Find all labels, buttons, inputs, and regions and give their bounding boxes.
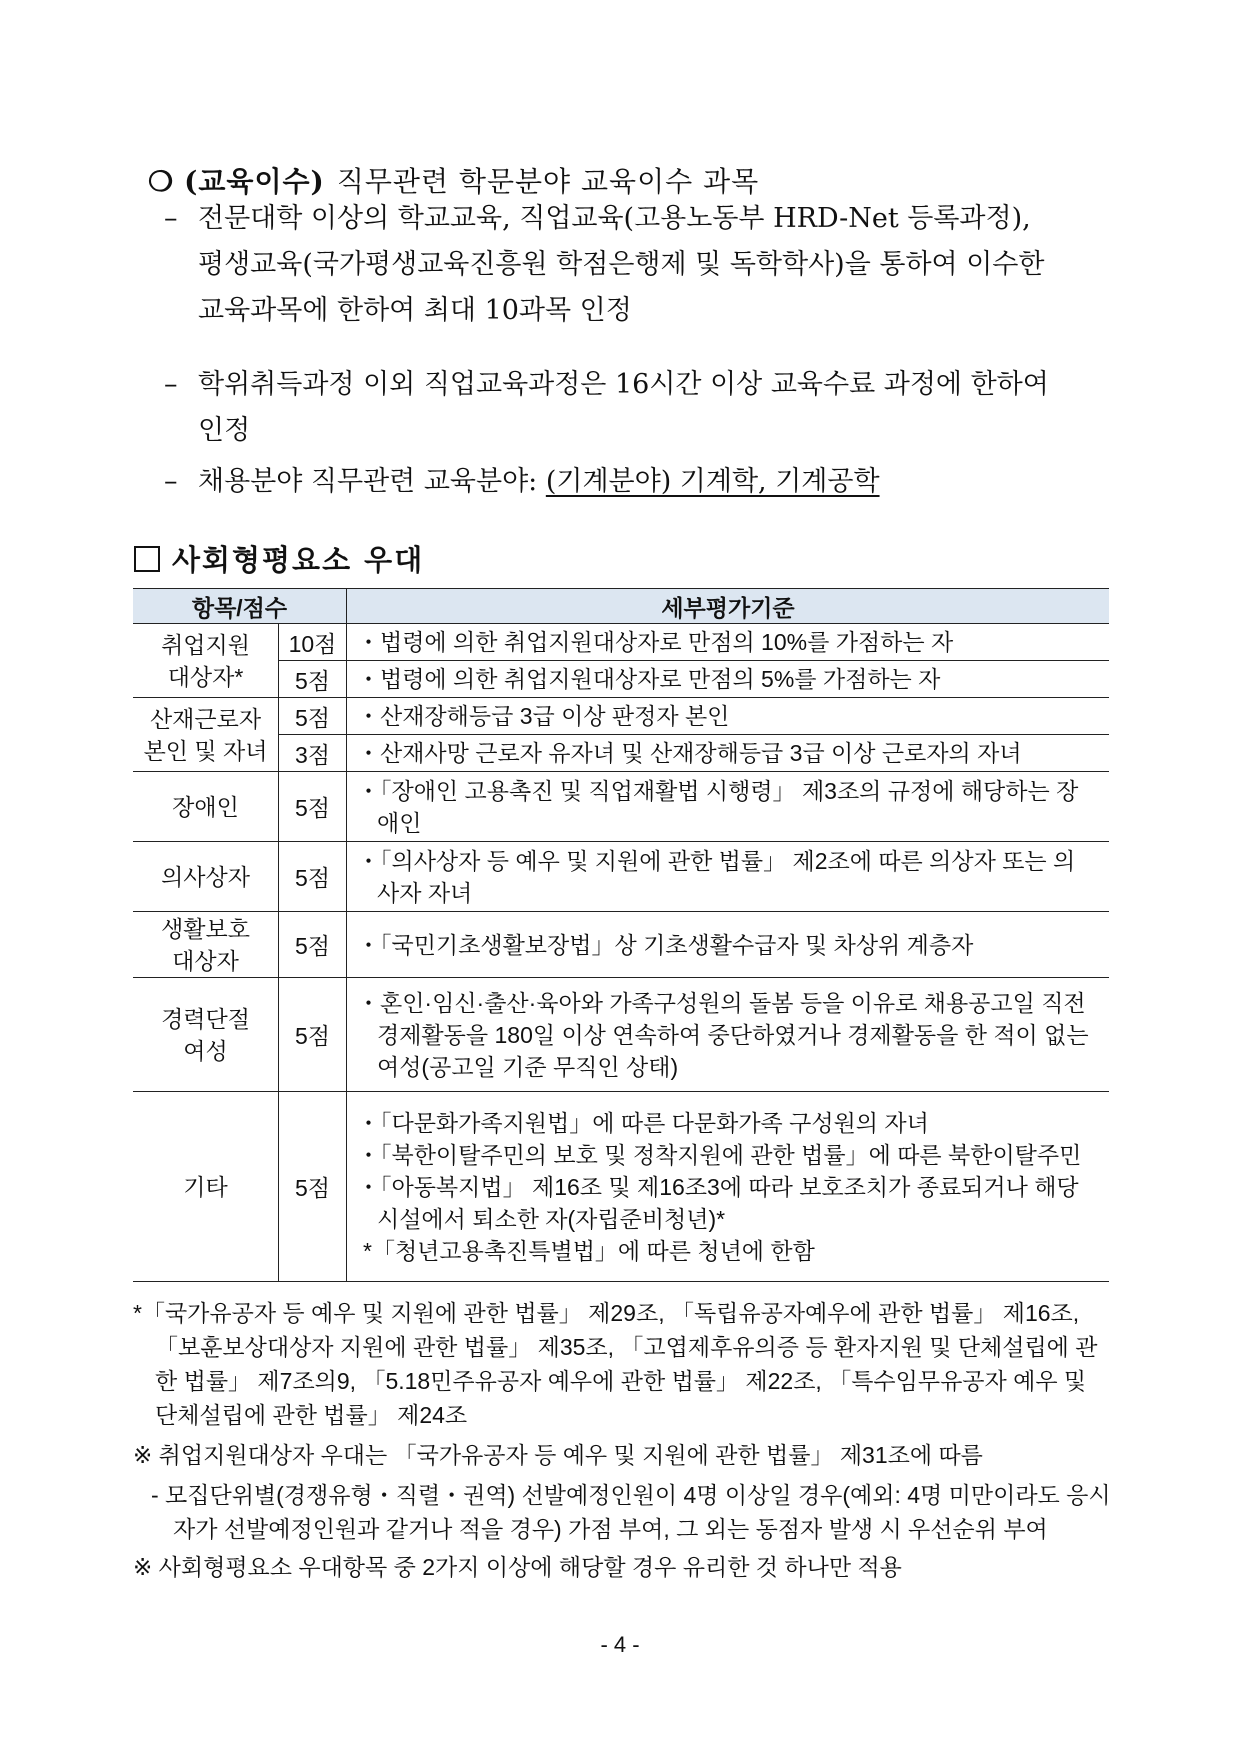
social-equity-heading <box>134 538 424 579</box>
criteria-cell: ・법령에 의한 취업지원대상자로 만점의 5%를 가점하는 자 <box>347 661 1110 698</box>
points-cell: 5점 <box>279 978 347 1092</box>
footnote-note-2: ※ 사회형평요소 우대항목 중 2가지 이상에 해당할 경우 유리한 것 하나만 적용 <box>133 1554 902 1580</box>
category-line: 대상자* <box>167 663 244 690</box>
category-cell <box>133 698 279 772</box>
points-cell: 10점 <box>279 624 347 661</box>
criteria-item: 산재사망 근로자 유자녀 및 산재장해등급 3급 이상 근로자의 자녀 <box>380 740 1022 766</box>
page-number: - 4 - <box>600 1632 640 1657</box>
table-header-row <box>133 589 1109 624</box>
criteria-item: 혼인·임신·출산·육아와 가족구성원의 돌봄 등을 이유로 채용공고일 직전 경제활동을 180일 이상 연속하여 중단하였거나 경제활동을 한 적이 없는 여성(공고일 기준 무직인 상태) <box>377 989 1089 1080</box>
points-cell: 5점 <box>279 912 347 978</box>
points-cell: 5점 <box>279 698 347 735</box>
criteria-item: 법령에 의한 취업지원대상자로 만점의 10%를 가점하는 자 <box>380 629 954 655</box>
criteria-cell: ・「국민기초생활보장법」상 기초생활수급자 및 차상위 계층자 <box>347 912 1110 978</box>
dash-mark: – <box>164 203 178 234</box>
education-heading <box>148 160 759 200</box>
criteria-item: 「장애인 고용촉진 및 직업재활법 시행령」 제3조의 규정에 해당하는 장애인 <box>377 777 1079 836</box>
footnote-note-1: ※ 취업지원대상자 우대는 「국가유공자 등 예우 및 지원에 관한 법률」 제31조에 따름 <box>133 1442 983 1468</box>
education-title: 직무관련 학문분야 교육이수 과목 <box>336 165 760 198</box>
category-cell: 장애인 <box>133 772 279 842</box>
points-cell: 5점 <box>279 661 347 698</box>
education-item-2-line-2: 인정 <box>198 415 251 446</box>
category-cell: 기타 <box>133 1092 279 1282</box>
criteria-cell: ・「다문화가족지원법」에 따른 다문화가족 구성원의 자녀 ・「북한이탈주민의 보호 및 정착지원에 관한 법률」에 따른 북한이탈주민 ・「아동복지법」 제16조 및 제16조3에 따라 보호조치가 종료되거나 해당 시설에서 퇴소한 자(자립준비청년)* *「청년고용촉진특별법」에 따른 청년에 한함 <box>347 1092 1110 1282</box>
criteria-item: 산재장해등급 3급 이상 판정자 본인 <box>380 703 730 729</box>
category-cell <box>133 978 279 1092</box>
criteria-item: 「아동복지법」 제16조 및 제16조3에 따라 보호조치가 종료되거나 해당 시설에서 퇴소한 자(자립준비청년)* <box>377 1173 1079 1232</box>
education-item-2-line-1: 학위취득과정 이외 직업교육과정은 16시간 이상 교육수료 과정에 한하여 <box>198 369 1049 400</box>
category-cell <box>133 624 279 698</box>
criteria-cell: ・「의사상자 등 예우 및 지원에 관한 법률」 제2조에 따른 의상자 또는 의사자 자녀 <box>347 842 1110 912</box>
table-row <box>133 978 1109 1092</box>
category-line: 생활보호 <box>161 915 250 942</box>
table-row <box>133 735 1109 772</box>
education-item-1-line-3: 교육과목에 한하여 최대 10과목 인정 <box>198 295 632 326</box>
criteria-table <box>133 588 1109 1282</box>
criteria-item: 「다문화가족지원법」에 따른 다문화가족 구성원의 자녀 <box>380 1109 929 1136</box>
education-item-2 <box>164 362 1124 454</box>
points-cell: 5점 <box>279 1092 347 1282</box>
category-cell <box>133 912 279 978</box>
table-row <box>133 698 1109 735</box>
table-row <box>133 661 1109 698</box>
criteria-cell: ・혼인·임신·출산·육아와 가족구성원의 돌봄 등을 이유로 채용공고일 직전 경제활동을 180일 이상 연속하여 중단하였거나 경제활동을 한 적이 없는 여성(공고일 기준 무직인 상태) <box>347 978 1110 1092</box>
education-item-1-line-1: 전문대학 이상의 학교교육, 직업교육(고용노동부 HRD-Net 등록과정), <box>198 203 1031 234</box>
criteria-cell: ・산재장해등급 3급 이상 판정자 본인 <box>347 698 1110 735</box>
criteria-item: 「의사상자 등 예우 및 지원에 관한 법률」 제2조에 따른 의상자 또는 의사자 자녀 <box>377 847 1076 906</box>
table-row <box>133 772 1109 842</box>
footnotes <box>133 1296 1113 1584</box>
category-line: 경력단절 <box>161 1005 250 1032</box>
criteria-cell: ・법령에 의한 취업지원대상자로 만점의 10%를 가점하는 자 <box>347 624 1110 661</box>
table-row <box>133 842 1109 912</box>
education-key: (교육이수) <box>184 165 325 198</box>
category-line: 여성 <box>183 1037 228 1064</box>
dash-mark: – <box>164 466 178 497</box>
points-cell: 5점 <box>279 842 347 912</box>
criteria-note: *「청년고용촉진특별법」에 따른 청년에 한함 <box>363 1237 815 1264</box>
footnote-star: *「국가유공자 등 예우 및 지원에 관한 법률」 제29조, 「독립유공자예우에 관한 법률」 제16조, 「보훈보상대상자 지원에 관한 법률」 제35조, 「고엽제후유의증 등 환자지원 및 단체설립에 관한 법률」 제7조의9, 「5.18민주유공자 예우에 관한 법률」 제22조, 「특수임무유공자 예우 및 단체설립에 관한 법률」 제24조 <box>133 1300 1098 1428</box>
education-item-1-line-2: 평생교육(국가평생교육진흥원 학점은행제 및 독학학사)을 통하여 이수한 <box>198 249 1045 280</box>
education-item-1 <box>164 196 1124 334</box>
category-line: 산재근로자 <box>149 705 262 732</box>
education-item-3-prefix: 채용분야 직무관련 교육분야: <box>198 466 546 497</box>
circle-bullet-icon: ❍ <box>148 165 175 198</box>
social-equity-title: 사회형평요소 우대 <box>172 543 425 577</box>
education-item-3 <box>164 459 1124 505</box>
criteria-item: 「국민기초생활보장법」상 기초생활수급자 및 차상위 계층자 <box>380 931 974 958</box>
education-field-underlined: (기계분야) 기계학, 기계공학 <box>545 466 880 497</box>
points-cell: 3점 <box>279 735 347 772</box>
table-row <box>133 624 1109 661</box>
dash-mark: – <box>164 369 178 400</box>
category-line: 본인 및 자녀 <box>143 737 268 764</box>
category-cell: 의사상자 <box>133 842 279 912</box>
category-line: 취업지원 <box>161 631 250 658</box>
table-row <box>133 912 1109 978</box>
header-category: 항목/점수 <box>133 589 347 624</box>
square-bullet-icon <box>134 546 160 572</box>
header-criteria: 세부평가기준 <box>347 589 1110 624</box>
criteria-cell: ・「장애인 고용촉진 및 직업재활법 시행령」 제3조의 규정에 해당하는 장애인 <box>347 772 1110 842</box>
criteria-item: 법령에 의한 취업지원대상자로 만점의 5%를 가점하는 자 <box>380 666 941 692</box>
criteria-cell: ・산재사망 근로자 유자녀 및 산재장해등급 3급 이상 근로자의 자녀 <box>347 735 1110 772</box>
points-cell: 5점 <box>279 772 347 842</box>
category-line: 대상자 <box>172 947 239 974</box>
criteria-item: 「북한이탈주민의 보호 및 정착지원에 관한 법률」에 따른 북한이탈주민 <box>380 1141 1082 1168</box>
footnote-note-1-sub: - 모집단위별(경쟁유형・직렬・권역) 선발예정인원이 4명 이상일 경우(예외: 4명 미만이라도 응시자가 선발예정인원과 같거나 적을 경우) 가점 부여, 그 외는 동점자 발생 시 우선순위 부여 <box>151 1482 1111 1542</box>
table-row <box>133 1092 1109 1282</box>
